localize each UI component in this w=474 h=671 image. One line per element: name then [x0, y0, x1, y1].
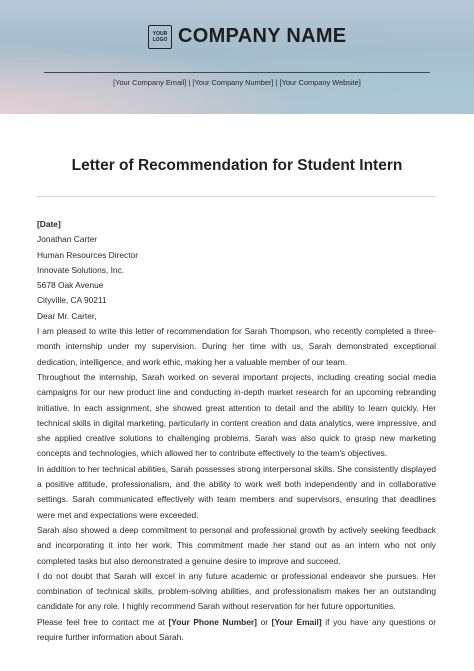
paragraph-intro: I am pleased to write this letter of recommendation for Sarah Thompson, who recently completed a three-month internship under my supervision. During her time with us, Sarah demonstrated exceptional dedication, intelligence, and work ethic, making her a valuable member of our team.	[37, 326, 436, 367]
company-contact-line: [Your Company Email] | [Your Company Number] | [Your Company Website]	[113, 78, 361, 87]
header-divider	[44, 72, 430, 73]
letter-body	[37, 217, 436, 645]
letter-title: Letter of Recommendation for Student Intern	[71, 157, 403, 174]
recipient-street: 5678 Oak Avenue	[37, 280, 104, 291]
title-divider	[37, 196, 436, 197]
letterhead	[0, 0, 474, 114]
company-name: COMPANY NAME	[178, 25, 347, 47]
recipient-city: Cityville, CA 90211	[37, 295, 107, 306]
letter-date: [Date]	[37, 219, 61, 229]
paragraph-growth: Sarah also showed a deep commitment to personal and professional growth by actively seeking feedback and incorporating it into her work. This commitment made her stand out as an intern who not only completed tasks but also demonstrated a genuine desire to improve and succeed.	[37, 524, 436, 566]
logo-text-line1: YOUR	[152, 31, 168, 37]
phone-placeholder: [Your Phone Number]	[168, 616, 257, 627]
paragraph-interpersonal: In addition to her technical abilities, Sarah possesses strong interpersonal skills. She consistently displayed a positive attitude, professionalism, and the ability to work well both independently and in collaborative settings. Sarah communicated effectively with team members and supervisors, ensuring that deadlines were met and expectations were exceeded.	[37, 463, 436, 520]
paragraph-projects: Throughout the internship, Sarah worked on several important projects, including creating social media campaigns for our new product line and conducting in-depth market research for an upcoming rebranding initiative. In each assignment, she showed great attention to detail and the ability to learn quickly. Her technical skills in digital marketing, particularly in content creation and data analytics, were impressive, and she applied creative solutions to challenging problems. Sarah was also quick to grasp new marketing concepts and technologies, which allowed her to contribute effectively to the team's objectives.	[37, 371, 436, 459]
recipient-company: Innovate Solutions, Inc.	[37, 264, 125, 275]
salutation: Dear Mr. Carter,	[37, 310, 97, 321]
contact-text-a: Please feel free to contact me at	[37, 616, 169, 627]
paragraph-recommendation: I do not doubt that Sarah will excel in any future academic or professional endeavor she pursues. Her combination of technical skills, problem-solving abilities, and professionalism makes her an outstanding candidate for any role. I highly recommend Sarah without reservation for her future opportunities.	[37, 570, 436, 612]
logo-placeholder	[148, 25, 172, 49]
logo-text-line2: LOGO	[152, 37, 168, 43]
recipient-name: Jonathan Carter	[37, 234, 98, 245]
contact-text-c: if you have any questions or require further information about Sarah.	[37, 616, 437, 643]
contact-text-b: or	[256, 616, 272, 627]
email-placeholder: [Your Email]	[271, 616, 322, 627]
recipient-title: Human Resources Director	[37, 249, 138, 260]
paragraph-contact	[37, 615, 436, 646]
